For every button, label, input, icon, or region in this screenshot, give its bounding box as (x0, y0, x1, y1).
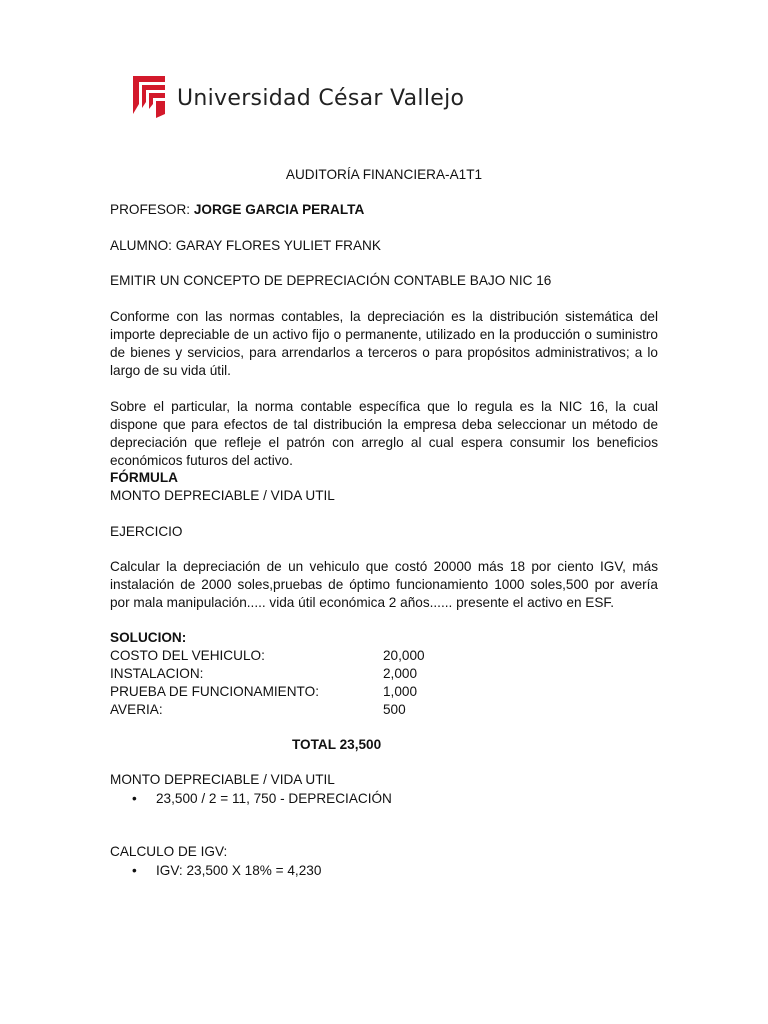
table-row (110, 647, 425, 665)
igv-heading: CALCULO DE IGV: (110, 844, 228, 859)
table-row (110, 683, 425, 701)
subtitle: EMITIR UN CONCEPTO DE DEPRECIACIÓN CONTABLE BAJO NIC 16 (110, 273, 552, 288)
bullet-item (132, 862, 321, 880)
bullet-icon: • (132, 863, 137, 878)
item-value: 20,000 (383, 648, 425, 663)
item-value: 2,000 (383, 666, 418, 681)
logo-text: Universidad César Vallejo (177, 86, 465, 111)
profesor-line (110, 201, 658, 219)
formula-text: MONTO DEPRECIABLE / VIDA UTIL (110, 488, 335, 503)
ejercicio-heading: EJERCICIO (110, 524, 183, 539)
bullet-icon: • (132, 791, 137, 806)
document-title: AUDITORÍA FINANCIERA-A1T1 (285, 167, 483, 182)
cost-table (110, 647, 425, 719)
table-row (110, 665, 425, 683)
paragraph-1: Conforme con las normas contables, la depreciación es la distribución sistemática del importe depreciable de un activo fijo o permanente, utilizado en la producción o suministro de bienes y servicios, para arrendarlos a terceros o para propósitos administrativos; a lo largo de su vida útil. (110, 309, 658, 378)
ucv-shield-icon (131, 74, 167, 118)
item-value: 1,000 (383, 684, 418, 699)
bullet-text: 23,500 / 2 = 11, 750 - DEPRECIACIÓN (156, 791, 392, 806)
table-row (110, 701, 425, 719)
profesor-label: PROFESOR: (110, 202, 194, 217)
item-label: AVERIA: (110, 702, 163, 717)
item-label: INSTALACION: (110, 666, 204, 681)
bullet-text: IGV: 23,500 X 18% = 4,230 (156, 863, 322, 878)
formula-heading: FÓRMULA (110, 470, 178, 485)
item-value: 500 (383, 702, 406, 717)
profesor-name: JORGE GARCIA PERALTA (193, 202, 365, 217)
monto-heading: MONTO DEPRECIABLE / VIDA UTIL (110, 772, 335, 787)
item-label: PRUEBA DE FUNCIONAMIENTO: (110, 684, 319, 699)
alumno-line: ALUMNO: GARAY FLORES YULIET FRANK (110, 238, 381, 253)
total-line: TOTAL 23,500 (292, 737, 382, 752)
ejercicio-text: Calcular la depreciación de un vehiculo que costó 20000 más 18 por ciento IGV, más instalación de 2000 soles,pruebas de óptimo funcionamiento 1000 soles,500 por avería por mala manipulación..... vida útil económica 2 años...... presente el activo en ESF. (110, 559, 658, 610)
university-logo (131, 74, 464, 118)
item-label: COSTO DEL VEHICULO: (110, 648, 265, 663)
bullet-item (132, 790, 392, 808)
solucion-heading: SOLUCION: (110, 630, 187, 645)
paragraph-2: Sobre el particular, la norma contable específica que lo regula es la NIC 16, la cual dispone que para efectos de tal distribución la empresa deba seleccionar un método de depreciación que refleje el patrón con arreglo al cual espera consumir los beneficios económicos futuros del activo. (110, 399, 658, 468)
